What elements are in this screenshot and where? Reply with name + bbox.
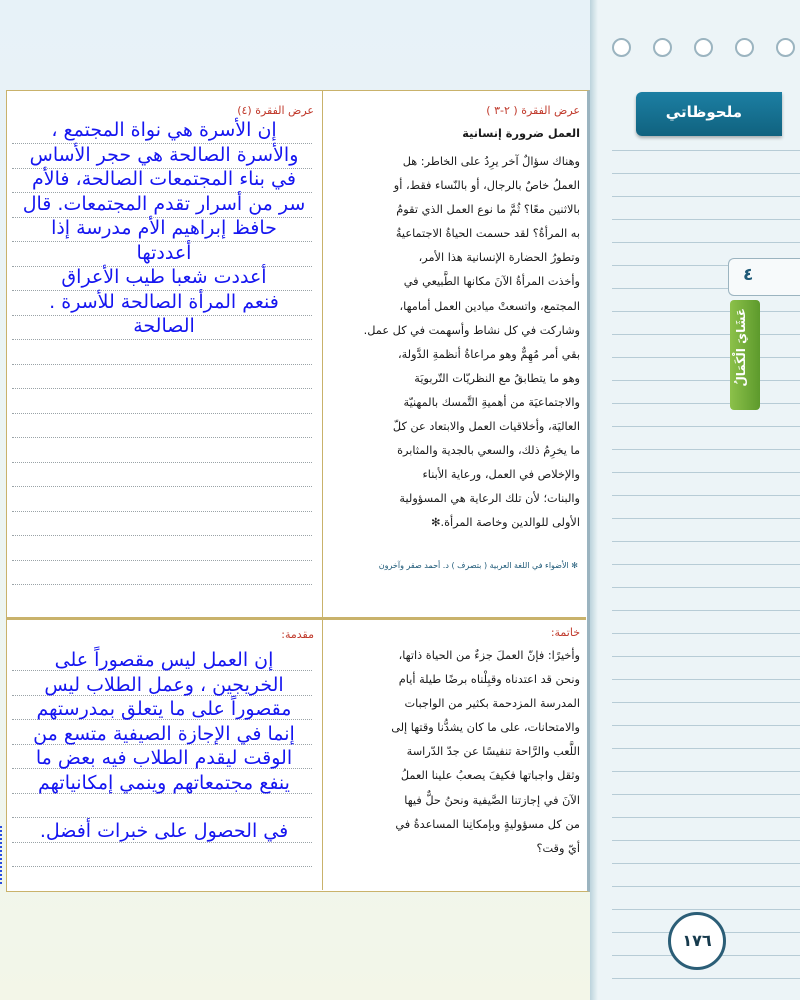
handwriting-line: مقصوراً على ما يتعلق بمدرستهم	[36, 698, 292, 720]
paragraph-line: وهو ما يتطابقُ مع النظريّات التّربويَة	[414, 371, 580, 385]
ruled-line	[612, 863, 800, 864]
paragraph-line: والبنات؛ لأن تلك الرعاية هي المسؤولية	[399, 492, 580, 506]
dotted-answer-line	[12, 535, 312, 536]
ruled-line	[612, 196, 800, 197]
ruled-line	[612, 380, 800, 381]
dotted-answer-line	[12, 437, 312, 438]
paragraph-line: وشاركت في كل نشاط وأسهمت في كل عمل.	[363, 323, 580, 337]
paragraph-line: بالاثنين معًا؟ ثُمَّ ما نوع العمل الذي تقومُ	[396, 203, 580, 217]
dotted-answer-line	[12, 866, 312, 867]
handwriting-line: فنعم المرأة الصالحة للأسرة .	[49, 290, 279, 313]
handwriting-line	[12, 795, 316, 819]
notes-tab-title: ملحوظاتي	[665, 103, 742, 121]
ruled-line	[612, 334, 800, 335]
ruled-line	[612, 219, 800, 220]
conclusion-label: خاتمة:	[550, 626, 580, 639]
paragraph-line: والاجتماعيَة من أهميةِ التَّمسك بالمهنيّة	[403, 395, 580, 409]
row-divider	[6, 617, 586, 620]
handwriting-line: حافظ إبراهيم الأم مدرسة إذا	[51, 217, 277, 239]
dotted-answer-line	[12, 462, 312, 463]
introduction-label: مقدمة:	[281, 628, 314, 641]
ruled-line	[612, 771, 800, 772]
printed-paragraph-text	[330, 150, 580, 536]
conclusion-line: وأخيرًا: فإنّ العملَ جزءٌ من الحياة ذاتها،	[398, 649, 580, 662]
handwriting-line: الوقت ليقدم الطلاب فيه بعض ما	[35, 747, 293, 769]
ruled-line	[612, 518, 800, 519]
dotted-answer-line	[12, 560, 312, 561]
ruled-line	[612, 978, 800, 979]
paragraph-line: بقي أمر مُهِمٌّ وهو مراعاةُ أنظمةِ الدَّولة،	[397, 347, 580, 361]
paragraph-line: والإخلاص في العمل، ورعاية الأبناء	[422, 468, 580, 482]
binder-hole-icon	[612, 38, 631, 57]
binder-hole-icon	[694, 38, 713, 57]
ruled-line	[612, 817, 800, 818]
conclusion-text	[330, 644, 580, 861]
paragraph-line: الأولى للوالدين وخاصة المرأة.✻	[431, 516, 580, 530]
conclusion-line: وثقل واجباتها فكيفَ يصعبُ علينا العملُ	[400, 769, 580, 783]
ruled-line	[612, 472, 800, 473]
ruled-line	[612, 587, 800, 588]
paragraph-line: به المرأةُ؟ لقد حسمت الحياةُ الاجتماعيةُ	[395, 227, 580, 241]
conclusion-line: الآنَ في إجازتنا الصَّيفية ونحنُ حلٌّ فيها	[404, 793, 580, 807]
unit-label-text: عَشَايَ الْكَمَالُ	[734, 308, 748, 387]
unit-number-tab	[728, 258, 800, 296]
binder-hole-icon	[735, 38, 754, 57]
binding-shadow	[590, 0, 598, 1000]
conclusion-line: من كل مسؤوليةٍ وبإمكانِنا المساعدةُ في	[395, 817, 580, 831]
handwriting-line: إن الأسرة هي نواة المجتمع ،	[51, 119, 277, 141]
unit-number: ٤	[743, 265, 754, 285]
ruled-line	[612, 173, 800, 174]
handwritten-answer-paragraph[interactable]	[12, 118, 316, 339]
handwriting-line: ينفع مجتمعاتهم وينمي إمكانياتهم	[38, 771, 290, 794]
ruled-line	[612, 541, 800, 542]
notes-tab	[636, 92, 782, 136]
ruled-line	[612, 656, 800, 657]
binder-holes	[612, 38, 800, 57]
dotted-answer-line	[12, 584, 312, 585]
handwriting-line: الصالحة	[133, 315, 195, 337]
handwriting-line: أعددت شعبا طيب الأعراق	[61, 266, 267, 288]
paragraph-line: المجتمع، واتسعتْ ميادين العمل أمامها،	[399, 299, 580, 313]
source-citation: ✻ الأضواء في اللغة العربية ( بتصرف ) د. أحمد صقر وآخرون	[378, 561, 578, 570]
paragraph-line: وتطورُ الحضارة الإنسانية هذا الأمر،	[418, 251, 580, 265]
binder-hole-icon	[653, 38, 672, 57]
binder-hole-icon	[776, 38, 795, 57]
section-heading: العمل ضرورة إنسانية	[462, 127, 580, 140]
ruled-line	[612, 403, 800, 404]
ruled-line	[612, 725, 800, 726]
ruled-line	[612, 886, 800, 887]
dotted-answer-line	[12, 413, 312, 414]
ruled-line	[612, 610, 800, 611]
ruled-line	[612, 633, 800, 634]
handwriting-line: إن العمل ليس مقصوراً على	[54, 649, 274, 671]
conclusion-line: ونحن قد اعتدناه وقبِلْناه برضًا طيلة أيام	[398, 673, 580, 687]
handwriting-line: والأسرة الصالحة هي حجر الأساس	[29, 143, 299, 166]
ruled-line	[612, 702, 800, 703]
ruled-line	[612, 564, 800, 565]
handwriting-line: أعددتها	[136, 241, 192, 264]
conclusion-line: والامتحانات، على ما كان يشدُّنا وقتها إلى	[391, 721, 580, 735]
ruled-line	[612, 357, 800, 358]
ruled-line	[612, 426, 800, 427]
ruled-line	[612, 242, 800, 243]
ruled-line	[612, 311, 800, 312]
handwriting-line: إنما في الإجازة الصيفية متسع من	[33, 722, 295, 745]
handwriting-line: في بناء المجتمعات الصالحة، فالأم	[32, 168, 296, 190]
ruled-line	[612, 840, 800, 841]
dotted-answer-line	[12, 511, 312, 512]
handwriting-line: في الحصول على خبرات أفضل.	[39, 820, 289, 842]
paragraph-line: العاليَة، وأخلاقيات العمل والابتعاد عن كلّ	[392, 420, 580, 434]
paragraph-line: وهناك سؤالٌ آخر يرِدُ على الخاطر: هل	[402, 155, 580, 168]
unit-label-badge	[730, 300, 760, 410]
page-number: ١٧٦	[668, 912, 726, 970]
paragraph-line: وأخذت المرأةُ الآنَ مكانها الطَّبيعي في	[403, 275, 580, 289]
dotted-answer-line	[12, 339, 312, 340]
dotted-answer-line	[12, 486, 312, 487]
handwritten-introduction[interactable]	[12, 648, 316, 844]
paragraph-line: ما يخرِمُ ذلك، والسعي بالجدية والمثابرة	[397, 444, 580, 458]
ruled-line	[612, 794, 800, 795]
dotted-answer-line	[12, 364, 312, 365]
paragraph-line: العملُ خاصٌ بالرجال، أو بالنّساء فقط، أو	[393, 179, 580, 193]
dotted-answer-line	[12, 388, 312, 389]
ruled-line	[612, 748, 800, 749]
handwriting-line: سر من أسرار تقدم المجتمعات. قال	[22, 192, 306, 215]
paragraph-label-right-top: عرض الفقرة ( ٢-٣ )	[486, 104, 580, 117]
ruled-line	[612, 150, 800, 151]
column-divider	[322, 90, 323, 890]
ruled-line	[612, 909, 800, 910]
margin-marks	[0, 826, 10, 884]
conclusion-line: المدرسة المزدحمة بكثير من الواجبات	[404, 697, 580, 711]
handwriting-line: الخريجين ، وعمل الطلاب ليس	[44, 673, 284, 696]
ruled-line	[612, 679, 800, 680]
conclusion-line: اللَّعب والرَّاحة تنفيسًا عن جدّ الدّراسة	[406, 745, 580, 759]
paragraph-label-left-top: عرض الفقرة (٤)	[237, 104, 314, 117]
conclusion-line: أيّ وقت؟	[536, 841, 580, 855]
ruled-line	[612, 449, 800, 450]
ruled-line	[612, 495, 800, 496]
